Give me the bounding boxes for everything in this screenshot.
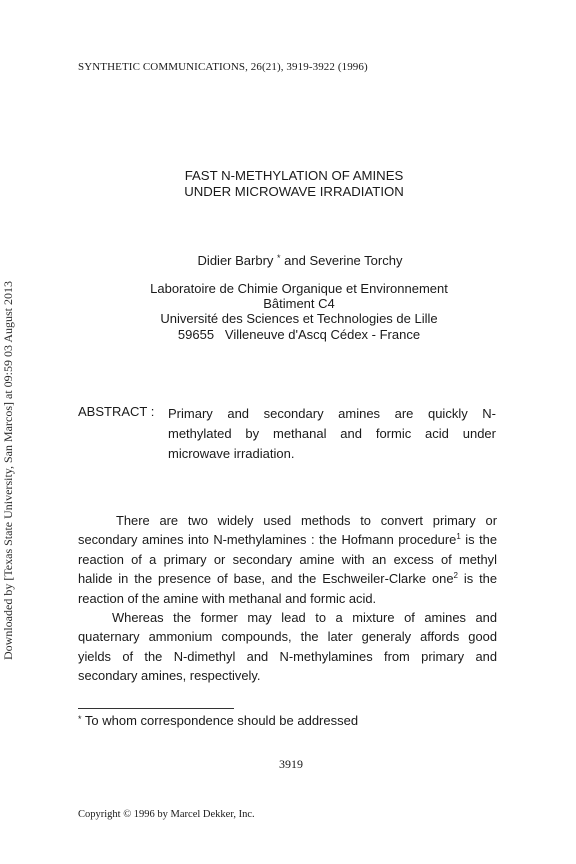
body-p2-line-2: quaternary ammonium compounds, the later generaly affords good [78, 629, 497, 645]
affiliation [0, 281, 576, 342]
affiliation-line-2: Bâtiment C4 [263, 296, 335, 312]
author-1: Didier Barbry [197, 253, 274, 268]
body-p1-line-4-text: halide in the presence of base, and the Eschweiler-Clarke one [78, 571, 454, 587]
article-title [0, 168, 576, 199]
correspondence-mark: * [277, 253, 281, 263]
copyright-notice: Copyright © 1996 by Marcel Dekker, Inc. [78, 809, 255, 820]
body-p1-line-5: reaction of the amine with methanal and formic acid. [78, 590, 377, 606]
affiliation-line-4: 59655 Villeneuve d'Ascq Cédex - France [177, 326, 421, 342]
affiliation-line-1: Laboratoire de Chimie Organique et Environnement [150, 281, 448, 296]
abstract-line-2: methylated by methanal and formic acid under [168, 426, 496, 441]
title-line-1: FAST N-METHYLATION OF AMINES [184, 168, 404, 183]
body-p1-line-3: reaction of a primary or secondary amine with an excess of methyl [78, 551, 497, 567]
page-number: 3919 [279, 757, 303, 771]
footnote [78, 713, 358, 728]
body-p1-line-1: There are two widely used methods to convert primary or [116, 513, 497, 528]
abstract-line-3: microwave irradiation. [168, 446, 295, 461]
body-p2-line-3: yields of the N-dimethyl and N-methylamines from primary and [78, 648, 497, 664]
footnote-mark: * [78, 714, 82, 724]
reference-2: 2 [453, 571, 458, 581]
authors [0, 253, 576, 268]
body-p2-line-4: secondary amines, respectively. [78, 668, 261, 684]
affiliation-line-3: Université des Sciences et Technologies de Lille [160, 311, 438, 327]
body-p1-line-4-tail: is the [457, 571, 497, 587]
footnote-divider [78, 708, 234, 709]
body-p1-line-2-text: secondary amines into N-methylamines : the Hofmann procedure [78, 532, 457, 548]
footnote-text: To whom correspondence should be addressed [81, 713, 359, 728]
body-p1-line-4 [78, 569, 497, 588]
journal-reference: SYNTHETIC COMMUNICATIONS, 26(21), 3919-3922 (1996) [78, 61, 368, 73]
author-2: and Severine Torchy [284, 253, 403, 268]
download-watermark: Downloaded by [Texas State University, San Marcos] at 09:59 03 August 2013 [1, 281, 15, 660]
body-p2-line-1: Whereas the former may lead to a mixture of amines and [112, 610, 497, 626]
title-line-2: UNDER MICROWAVE IRRADIATION [184, 183, 404, 199]
body-p1-line-2 [78, 530, 497, 549]
body-p1-line-2-tail: is the [460, 532, 497, 548]
body-text [78, 511, 497, 686]
abstract-label: ABSTRACT : [78, 404, 155, 419]
reference-1: 1 [456, 532, 461, 542]
abstract-line-1: Primary and secondary amines are quickly N- [168, 406, 496, 421]
abstract-text [168, 404, 496, 464]
